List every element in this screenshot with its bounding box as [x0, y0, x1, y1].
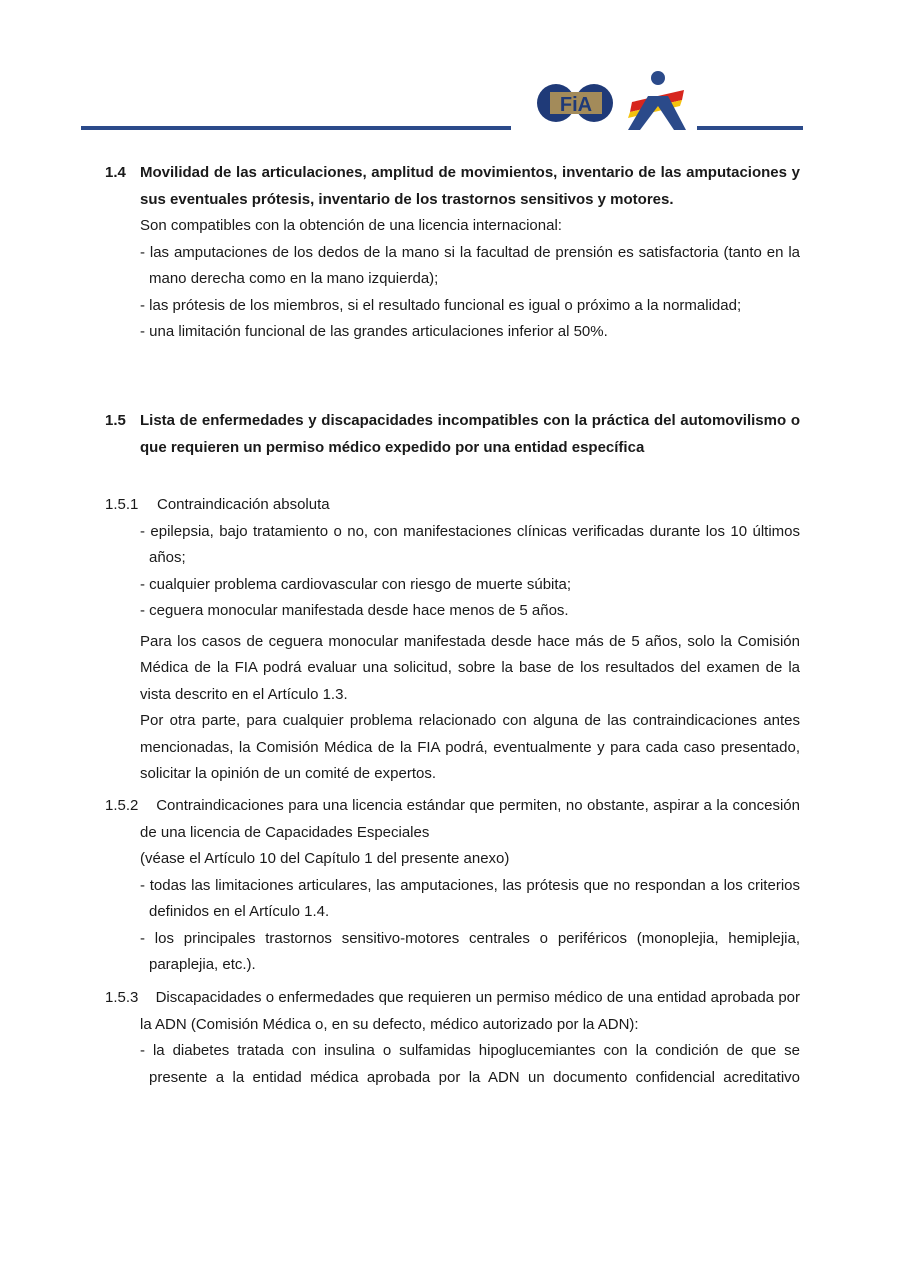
section-title-text: Contraindicaciones para una licencia estándar que permiten, no obstante, aspirar a la concesión de una licencia de Capacidades Especiales	[140, 797, 800, 841]
section-1-5	[105, 408, 800, 461]
section-title: Contraindicación absoluta	[157, 496, 330, 513]
section-1-5-2	[105, 793, 800, 979]
fia-logo	[537, 84, 613, 122]
list-item: - una limitación funcional de las grandes articulaciones inferior al 50%.	[140, 323, 608, 340]
paragraph: Para los casos de ceguera monocular manifestada desde hace más de 5 años, solo la Comisión Médica de la FIA podrá evaluar una solicitud, sobre la base de los resultados del examen de la vista descrito en el Artículo 1.3.	[140, 632, 800, 703]
section-title: Movilidad de las articulaciones, amplitud de movimientos, inventario de las amputaciones y sus eventuales prótesis, inventario de los trastornos sensitivos y motores.	[140, 164, 800, 208]
section-title: Lista de enfermedades y discapacidades incompatibles con la práctica del automovilismo o que requieren un permiso médico expedido por una entidad específica	[140, 412, 800, 456]
list-item: - cualquier problema cardiovascular con riesgo de muerte súbita;	[140, 575, 572, 593]
section-1-5-1	[105, 492, 800, 788]
svg-text:FiA: FiA	[559, 94, 593, 116]
header-rule-left	[81, 126, 511, 130]
list-item: - ceguera monocular manifestada desde hace menos de 5 años.	[140, 602, 569, 619]
note: (véase el Artículo 10 del Capítulo 1 del presente anexo)	[140, 850, 510, 867]
section-number: 1.5.2	[105, 797, 139, 814]
section-number: 1.5.1	[105, 496, 139, 513]
section-number: 1.5.3	[105, 989, 139, 1006]
list-item: - todas las limitaciones articulares, las amputaciones, las prótesis que no respondan a los criterios definidos en el Artículo 1.4.	[140, 876, 800, 920]
section-title-text: Discapacidades o enfermedades que requieren un permiso médico de una entidad aprobada por la ADN (Comisión Médica o, en su defecto, médico autorizado por la ADN):	[140, 989, 801, 1033]
section-number: 1.4	[105, 164, 126, 181]
section-title	[105, 985, 800, 1038]
section-number: 1.5	[105, 412, 126, 429]
paragraph: Son compatibles con la obtención de una licencia internacional:	[140, 217, 562, 234]
section-1-5-3	[105, 985, 800, 1091]
list-item: - la diabetes tratada con insulina o sulfamidas hipoglucemiantes con la condición de que se presente a la entidad médica aprobada por la ADN un documento confidencial acreditativo	[140, 1042, 800, 1086]
header-logos	[536, 66, 686, 134]
list-item: - los principales trastornos sensitivo-motores centrales o periféricos (monoplejia, hemiplejia, paraplejia, etc.).	[140, 929, 800, 973]
list-item: - las amputaciones de los dedos de la mano si la facultad de prensión es satisfactoria (tanto en la mano derecha como en la mano izquierda);	[140, 243, 800, 287]
list-item: - las prótesis de los miembros, si el resultado funcional es igual o próximo a la normalidad;	[140, 296, 742, 314]
header-rule-right	[697, 126, 803, 130]
section-1-4	[105, 160, 800, 346]
section-title	[105, 793, 800, 846]
paragraph: Por otra parte, para cualquier problema relacionado con alguna de las contraindicaciones antes mencionadas, la Comisión Médica de la FIA podrá, eventualmente y para cada caso presentado, solicitar la opinión de un comité de expertos.	[140, 712, 800, 782]
list-item: - epilepsia, bajo tratamiento o no, con manifestaciones clínicas verificadas durante los 10 últimos años;	[140, 522, 800, 566]
rfeda-logo	[628, 71, 686, 130]
